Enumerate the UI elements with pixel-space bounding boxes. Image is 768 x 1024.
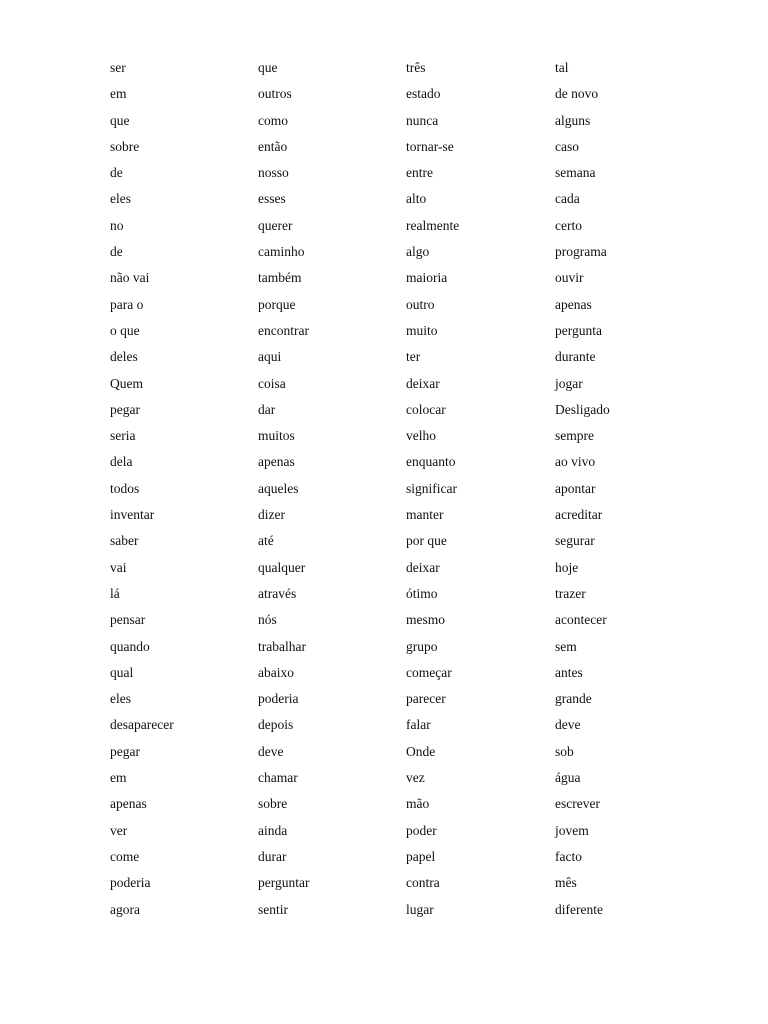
word-entry: durante	[555, 349, 596, 365]
word-entry: por que	[406, 533, 447, 549]
word-entry: para o	[110, 296, 144, 312]
word-entry: velho	[406, 428, 436, 444]
word-entry: significar	[406, 480, 457, 496]
word-entry: apenas	[258, 454, 295, 470]
word-entry: ainda	[258, 822, 288, 838]
word-entry: porque	[258, 296, 296, 312]
word-entry: ouvir	[555, 270, 584, 286]
word-entry: no	[110, 217, 124, 233]
word-entry: poderia	[258, 691, 299, 707]
word-entry: falar	[406, 717, 431, 733]
word-entry: qual	[110, 664, 134, 680]
word-entry: sobre	[110, 138, 140, 154]
word-entry: jogar	[555, 375, 583, 391]
word-entry: em	[110, 86, 127, 102]
word-entry: muitos	[258, 428, 295, 444]
word-entry: desaparecer	[110, 717, 174, 733]
word-entry: maioria	[406, 270, 448, 286]
word-entry: semana	[555, 165, 596, 181]
word-entry: em	[110, 770, 127, 786]
word-entry: apenas	[110, 796, 147, 812]
word-entry: Onde	[406, 743, 436, 759]
word-entry: lugar	[406, 901, 434, 917]
word-entry: querer	[258, 217, 293, 233]
word-entry: também	[258, 270, 302, 286]
word-entry: cada	[555, 191, 580, 207]
word-entry: saber	[110, 533, 139, 549]
word-entry: começar	[406, 664, 452, 680]
word-entry: aqueles	[258, 480, 299, 496]
word-entry: sob	[555, 743, 574, 759]
word-entry: contra	[406, 875, 440, 891]
word-entry: lá	[110, 585, 120, 601]
word-column-2	[258, 58, 309, 926]
word-entry: algo	[406, 244, 430, 260]
word-entry: ser	[110, 60, 126, 75]
word-entry: de	[110, 165, 123, 181]
word-entry: trabalhar	[258, 638, 306, 654]
word-entry: poderia	[110, 875, 151, 891]
word-entry: outro	[406, 296, 435, 312]
word-entry: esses	[258, 191, 286, 207]
word-entry: caso	[555, 138, 579, 154]
word-entry: deles	[110, 349, 138, 365]
word-entry: nunca	[406, 112, 439, 128]
word-entry: sentir	[258, 901, 288, 917]
word-entry: até	[258, 533, 274, 549]
word-entry: não vai	[110, 270, 150, 286]
word-entry: agora	[110, 901, 140, 917]
word-entry: segurar	[555, 533, 595, 549]
word-entry: perguntar	[258, 875, 310, 891]
word-entry: parecer	[406, 691, 446, 707]
word-entry: encontrar	[258, 322, 309, 338]
word-entry: então	[258, 138, 288, 154]
word-entry: muito	[406, 322, 438, 338]
word-entry: tornar-se	[406, 138, 454, 154]
word-entry: eles	[110, 691, 131, 707]
word-entry: come	[110, 848, 140, 864]
word-entry: coisa	[258, 375, 286, 391]
word-entry: de novo	[555, 86, 599, 102]
word-entry: alguns	[555, 112, 591, 128]
word-entry: sem	[555, 638, 577, 654]
word-entry: caminho	[258, 244, 305, 260]
word-entry: todos	[110, 480, 140, 496]
word-entry: mesmo	[406, 612, 445, 628]
word-entry: jovem	[555, 822, 589, 838]
word-entry: chamar	[258, 770, 298, 786]
word-entry: entre	[406, 165, 433, 181]
word-entry: poder	[406, 822, 437, 838]
word-entry: deixar	[406, 375, 440, 391]
word-entry: ótimo	[406, 585, 438, 601]
word-entry: que	[258, 60, 278, 75]
word-entry: acreditar	[555, 507, 603, 523]
word-entry: Quem	[110, 375, 143, 391]
word-entry: alto	[406, 191, 427, 207]
word-entry: deve	[258, 743, 284, 759]
word-entry: eles	[110, 191, 131, 207]
word-entry: dar	[258, 401, 276, 417]
word-entry: pegar	[110, 401, 140, 417]
word-entry: como	[258, 112, 288, 128]
word-entry: nosso	[258, 165, 289, 181]
word-entry: tal	[555, 60, 569, 75]
word-entry: hoje	[555, 559, 579, 575]
word-entry: certo	[555, 217, 582, 233]
word-entry: realmente	[406, 217, 460, 233]
word-entry: através	[258, 585, 297, 601]
word-entry: estado	[406, 86, 441, 102]
word-entry: vez	[406, 770, 425, 786]
word-entry: apontar	[555, 480, 596, 496]
word-entry: facto	[555, 848, 582, 864]
word-entry: durar	[258, 848, 287, 864]
word-entry: enquanto	[406, 454, 456, 470]
word-entry: apenas	[555, 296, 592, 312]
word-entry: pensar	[110, 612, 146, 628]
word-entry: vai	[110, 559, 127, 575]
word-entry: trazer	[555, 585, 586, 601]
word-entry: seria	[110, 428, 136, 444]
word-entry: acontecer	[555, 612, 607, 628]
word-entry: pegar	[110, 743, 140, 759]
word-entry: escrever	[555, 796, 600, 812]
word-entry: sobre	[258, 796, 288, 812]
word-entry: dela	[110, 454, 133, 470]
word-entry: inventar	[110, 507, 155, 523]
word-entry: mão	[406, 796, 430, 812]
word-entry: água	[555, 770, 581, 786]
word-entry: programa	[555, 244, 607, 260]
word-entry: ver	[110, 822, 128, 838]
word-entry: antes	[555, 664, 583, 680]
word-entry: dizer	[258, 507, 285, 523]
word-entry: qualquer	[258, 559, 306, 575]
word-entry: ao vivo	[555, 454, 596, 470]
word-column-3	[406, 58, 459, 926]
word-entry: que	[110, 112, 130, 128]
word-entry: diferente	[555, 901, 603, 917]
word-entry: grupo	[406, 638, 438, 654]
word-entry: sempre	[555, 428, 594, 444]
word-entry: depois	[258, 717, 294, 733]
word-entry: outros	[258, 86, 292, 102]
word-entry: deixar	[406, 559, 440, 575]
word-entry: colocar	[406, 401, 446, 417]
word-entry: deve	[555, 717, 581, 733]
word-entry: quando	[110, 638, 150, 654]
word-entry: o que	[110, 322, 140, 338]
word-entry: nós	[258, 612, 277, 628]
word-entry: de	[110, 244, 123, 260]
word-entry: Desligado	[555, 401, 610, 417]
word-entry: aqui	[258, 349, 282, 365]
word-entry: abaixo	[258, 664, 294, 680]
word-column-4	[555, 58, 610, 926]
word-entry: grande	[555, 691, 592, 707]
word-entry: três	[406, 60, 426, 75]
word-entry: mês	[555, 875, 577, 891]
word-entry: manter	[406, 507, 444, 523]
word-entry: ter	[406, 349, 421, 365]
word-entry: papel	[406, 848, 436, 864]
word-entry: pergunta	[555, 322, 602, 338]
word-column-1	[110, 58, 174, 926]
